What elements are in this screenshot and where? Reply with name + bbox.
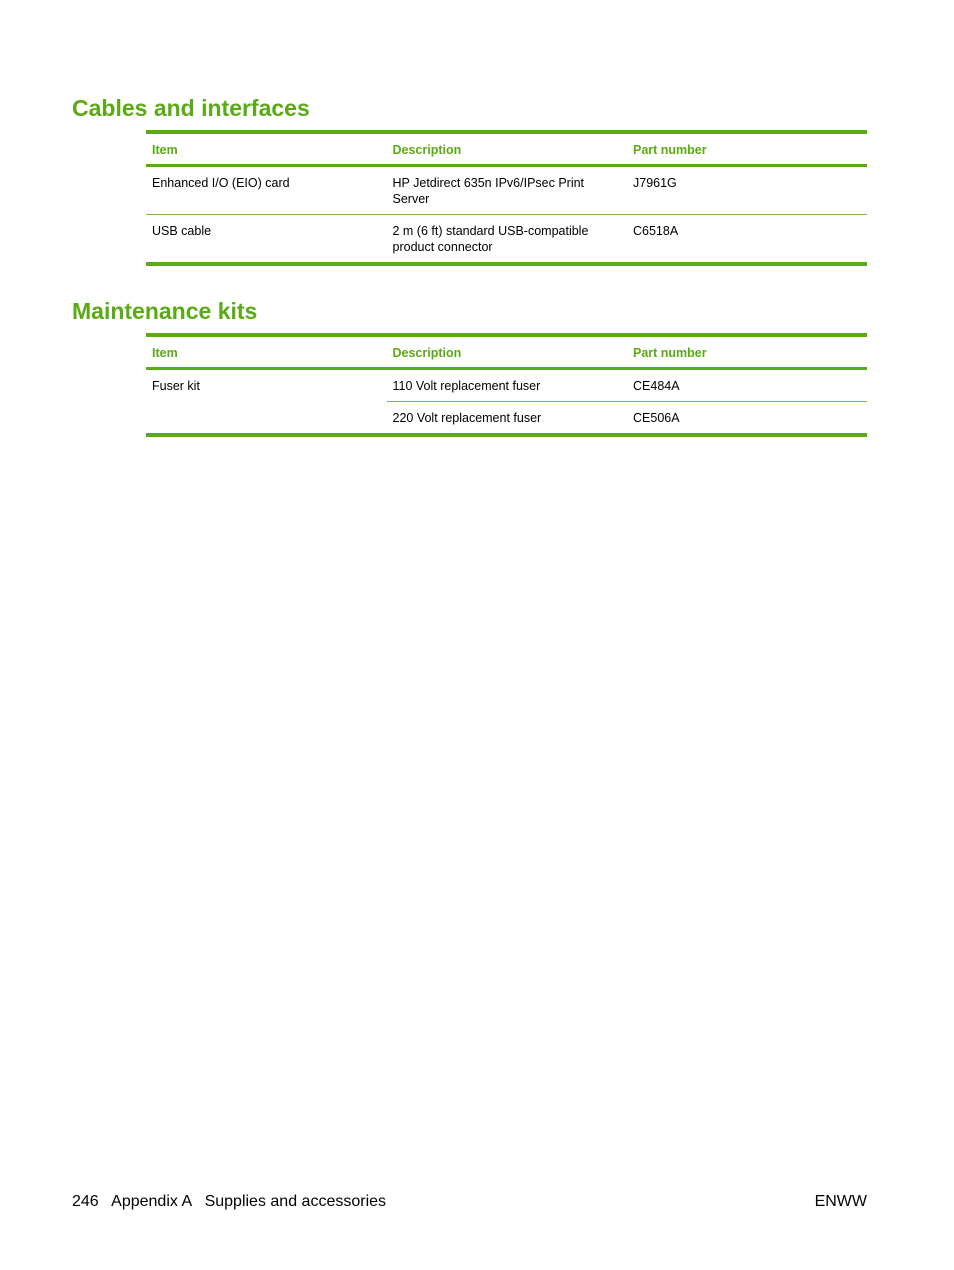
page-number: 246: [72, 1193, 99, 1210]
cell-part-number: J7961G: [627, 166, 867, 215]
cell-part-number: CE506A: [633, 411, 680, 425]
column-header-item: Item: [146, 132, 387, 166]
table-header-row: [146, 132, 867, 166]
cell-description: HP Jetdirect 635n IPv6/IPsec Print Server: [387, 166, 628, 215]
page-footer-left: [72, 1193, 386, 1211]
column-header-description: Description: [387, 335, 628, 369]
maintenance-table: [146, 333, 867, 437]
cell-item: USB cable: [152, 224, 212, 238]
cell-description: 2 m (6 ft) standard USB-compatible product connector: [392, 224, 589, 254]
section-title-maintenance: Maintenance kits: [72, 298, 258, 324]
column-header-item: Item: [146, 335, 387, 369]
table-row: [146, 369, 867, 402]
column-header-description: Description: [387, 132, 628, 166]
cell-description: 110 Volt replacement fuser: [387, 369, 628, 402]
table-row: [146, 215, 867, 265]
section-title-cables: Cables and interfaces: [72, 95, 310, 121]
cell-description: 220 Volt replacement fuser: [392, 411, 542, 425]
chapter-title: Supplies and accessories: [204, 1193, 387, 1210]
cell-part-number: CE484A: [627, 369, 867, 402]
page-footer-right: ENWW: [814, 1193, 867, 1210]
cell-item: Enhanced I/O (EIO) card: [146, 166, 387, 215]
cell-item: Fuser kit: [152, 379, 200, 393]
column-header-part-number: Part number: [627, 132, 867, 166]
cell-part-number: C6518A: [633, 224, 679, 238]
table-row: [146, 166, 867, 215]
cables-table: [146, 130, 867, 266]
table-header-row: [146, 335, 867, 369]
chapter-label: Appendix A: [111, 1193, 192, 1210]
column-header-part-number: Part number: [627, 335, 867, 369]
